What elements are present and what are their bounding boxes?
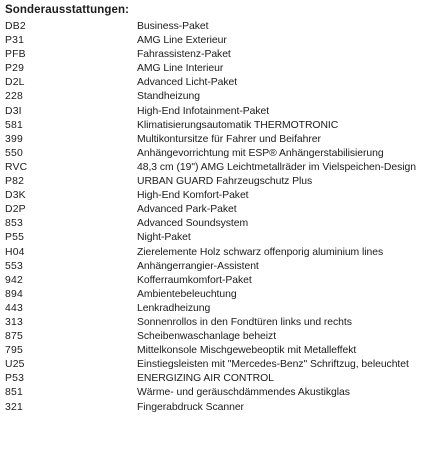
option-description: Advanced Park-Paket: [137, 204, 237, 216]
equipment-row: [0, 34, 438, 48]
option-code: 443: [5, 302, 23, 314]
equipment-row: [0, 358, 438, 372]
option-description: Fahrassistenz-Paket: [137, 49, 231, 61]
equipment-row: [0, 48, 438, 62]
equipment-row: [0, 90, 438, 104]
option-description: Ambientebeleuchtung: [137, 288, 237, 300]
option-description: Sonnenrollos in den Fondtüren links und rechts: [137, 316, 352, 328]
option-description: Multikontursitze für Fahrer und Beifahrer: [137, 133, 321, 145]
option-code: H04: [5, 246, 25, 258]
option-code: 313: [5, 316, 23, 328]
option-code: 875: [5, 331, 23, 343]
option-description: Scheibenwaschanlage beheizt: [137, 331, 277, 343]
option-code: 795: [5, 345, 23, 357]
equipment-row: [0, 401, 438, 415]
option-description: High-End Infotainment-Paket: [137, 105, 270, 117]
option-description: ENERGIZING AIR CONTROL: [137, 373, 274, 385]
option-code: D2L: [5, 77, 25, 89]
option-description: 48,3 cm (19") AMG Leichtmetallräder im Vielspeichen-Design: [137, 161, 416, 173]
option-code: P82: [5, 176, 25, 188]
option-code: U25: [5, 359, 25, 371]
option-code: 399: [5, 133, 23, 145]
section-heading: Sonderausstattungen:: [5, 4, 130, 16]
equipment-row: [0, 231, 438, 245]
option-description: Einstiegsleisten mit "Mercedes-Benz" Schriftzug, beleuchtet: [137, 359, 409, 371]
equipment-row: [0, 344, 438, 358]
option-description: AMG Line Exterieur: [137, 35, 227, 47]
equipment-row: [0, 274, 438, 288]
option-description: AMG Line Interieur: [137, 63, 224, 75]
option-description: Fingerabdruck Scanner: [137, 401, 244, 413]
option-code: 894: [5, 288, 23, 300]
option-code: D3I: [5, 105, 22, 117]
option-description: Business-Paket: [137, 21, 209, 32]
option-code: P53: [5, 373, 25, 385]
option-description: Advanced Licht-Paket: [137, 77, 238, 89]
option-code: 851: [5, 387, 23, 399]
equipment-row: [0, 288, 438, 302]
option-code: P55: [5, 232, 25, 244]
equipment-row: [0, 386, 438, 400]
option-description: Wärme- und geräuschdämmendes Akustikglas: [137, 387, 350, 399]
option-code: 550: [5, 147, 23, 159]
option-code: 942: [5, 274, 23, 286]
option-code: D3K: [5, 190, 26, 202]
option-code: 228: [5, 91, 23, 103]
option-description: Kofferraumkomfort-Paket: [137, 274, 252, 286]
equipment-row: [0, 330, 438, 344]
equipment-row: [0, 76, 438, 90]
option-code: 321: [5, 401, 23, 413]
option-code: 853: [5, 218, 23, 230]
option-description: High-End Komfort-Paket: [137, 190, 249, 202]
equipment-row: [0, 260, 438, 274]
option-description: Advanced Soundsystem: [137, 218, 249, 230]
option-description: Anhängevorrichtung mit ESP® Anhängerstabilisierung: [137, 147, 384, 159]
option-description: Night-Paket: [137, 232, 191, 244]
option-description: Standheizung: [137, 91, 200, 103]
equipment-row: [0, 372, 438, 386]
option-code: DB2: [5, 21, 26, 32]
option-code: D2P: [5, 204, 26, 216]
equipment-row: [0, 62, 438, 76]
option-description: Lenkradheizung: [137, 302, 211, 314]
equipment-row: [0, 189, 438, 203]
option-code: 553: [5, 260, 23, 272]
option-code: RVC: [5, 161, 28, 173]
equipment-list: [0, 20, 438, 415]
option-description: Zierelemente Holz schwarz offenporig aluminium lines: [137, 246, 384, 258]
equipment-row: [0, 246, 438, 260]
option-code: 581: [5, 119, 23, 131]
equipment-row: [0, 316, 438, 330]
equipment-row: [0, 203, 438, 217]
option-description: Anhängerrangier-Assistent: [137, 260, 259, 272]
option-description: URBAN GUARD Fahrzeugschutz Plus: [137, 176, 313, 188]
equipment-row: [0, 133, 438, 147]
equipment-row: [0, 119, 438, 133]
equipment-row: [0, 147, 438, 161]
equipment-row: [0, 217, 438, 231]
option-description: Klimatisierungsautomatik THERMOTRONIC: [137, 119, 339, 131]
equipment-row: [0, 20, 438, 34]
option-code: P31: [5, 35, 25, 47]
option-code: PFB: [5, 49, 26, 61]
option-code: P29: [5, 63, 25, 75]
equipment-row: [0, 302, 438, 316]
equipment-row: [0, 105, 438, 119]
option-description: Mittelkonsole Mischgewebeoptik mit Metalleffekt: [137, 345, 357, 357]
equipment-row: [0, 161, 438, 175]
equipment-row: [0, 175, 438, 189]
